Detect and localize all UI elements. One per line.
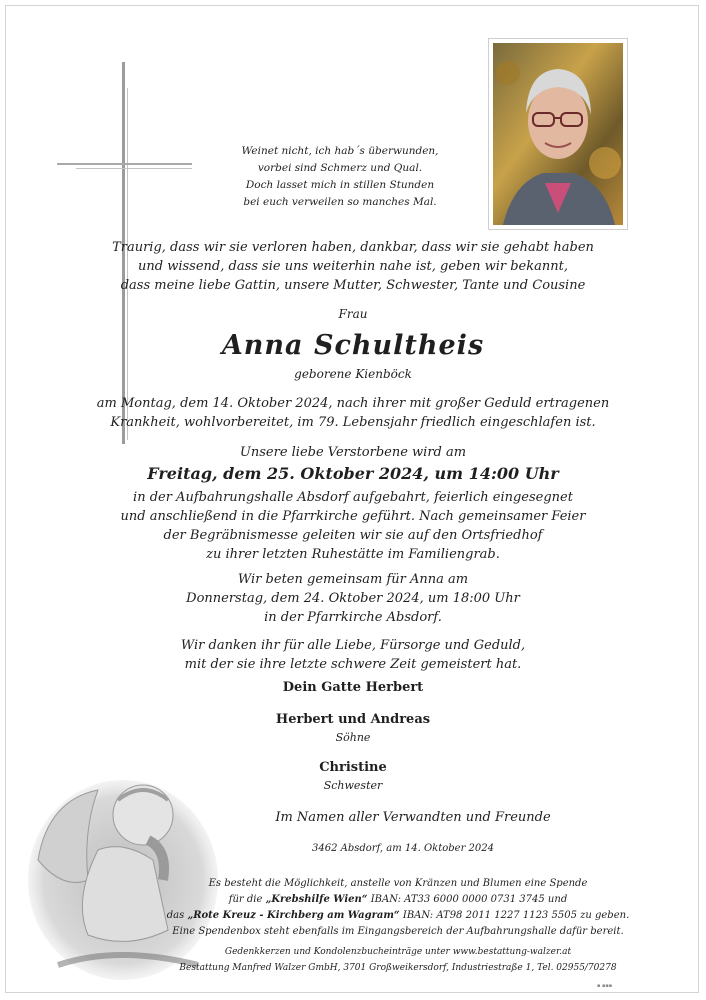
printer-logo-icon: ▪ ▪▪▪ [597, 983, 613, 989]
birth-name: geborene Kienböck [294, 367, 412, 381]
funeral-text [0, 488, 706, 564]
mourner-sister: Christine [319, 760, 387, 775]
funeral-date: Freitag, dem 25. Oktober 2024, um 14:00 Uhr [147, 464, 559, 483]
death-line: am Montag, dem 14. Oktober 2024, nach ihrer mit großer Geduld ertragenen [96, 396, 610, 411]
poem-line: vorbei sind Schmerz und Qual. [257, 162, 423, 174]
title-frau: Frau [338, 307, 368, 321]
funeral-line: in der Aufbahrungshalle Absdorf aufgebahrt, feierlich eingesegnet [133, 490, 573, 505]
charity-rotes-kreuz: „Rote Kreuz - Kirchberg am Wagram“ [187, 910, 400, 921]
poem-line: Weinet nicht, ich hab´s überwunden, [241, 145, 439, 157]
footer-line: Gedenkkerzen und Kondolenzbucheinträge unter www.bestattung-walzer.at [224, 947, 572, 957]
thanks-line: Wir danken ihr für alle Liebe, Fürsorge und Geduld, [180, 638, 526, 653]
thanks-text [0, 636, 706, 674]
death-notice [0, 394, 706, 432]
mourner-sister-label: Schwester [323, 779, 383, 792]
footer-line: Bestattung Manfred Walzer GmbH, 3701 Großweikersdorf, Industriestraße 1, Tel. 02955/70278 [179, 963, 617, 973]
poem-line: bei euch verweilen so manches Mal. [243, 196, 437, 208]
prayer-line: Donnerstag, dem 24. Oktober 2024, um 18:00 Uhr [186, 591, 520, 606]
donation-line: für die „Krebshilfe Wien“ IBAN: AT33 6000 0000 0731 3745 und [228, 894, 568, 905]
place-date: 3462 Absdorf, am 14. Oktober 2024 [311, 843, 495, 854]
intro-line: Traurig, dass wir sie verloren haben, dankbar, dass wir sie gehabt haben [112, 240, 594, 255]
funeral-line: und anschließend in die Pfarrkirche geführt. Nach gemeinsamer Feier [120, 509, 586, 524]
poem-line: Doch lasset mich in stillen Stunden [245, 179, 435, 191]
donation-info [45, 876, 706, 940]
mourner-sons-label: Söhne [335, 731, 371, 744]
prayer-line: in der Pfarrkirche Absdorf. [264, 610, 442, 625]
donation-line: Es besteht die Möglichkeit, anstelle von Kränzen und Blumen eine Spende [208, 878, 588, 889]
deceased-name: Anna Schultheis [221, 330, 485, 361]
prayer-line: Wir beten gemeinsam für Anna am [237, 572, 469, 587]
intro-line: dass meine liebe Gattin, unsere Mutter, Schwester, Tante und Cousine [120, 278, 586, 293]
donation-line: das „Rote Kreuz - Kirchberg am Wagram“ IBAN: AT98 2011 1227 1123 5505 zu geben. [166, 910, 630, 921]
charity-krebshilfe: „Krebshilfe Wien“ [265, 894, 368, 905]
funeral-line: der Begräbnismesse geleiten wir sie auf den Ortsfriedhof [163, 528, 543, 543]
funeral-intro: Unsere liebe Verstorbene wird am [239, 445, 467, 460]
funeral-line: zu ihrer letzten Ruhestätte im Familiengrab. [206, 547, 500, 562]
mourner-husband: Dein Gatte Herbert [282, 680, 424, 695]
intro-text [0, 238, 706, 295]
relatives-line: Im Namen aller Verwandten und Freunde [275, 810, 551, 825]
intro-line: und wissend, dass sie uns weiterhin nahe ist, geben wir bekannt, [138, 259, 568, 274]
donation-line: Eine Spendenbox steht ebenfalls im Eingangsbereich der Aufbahrungshalle dafür bereit. [172, 926, 624, 937]
prayer-text [0, 570, 706, 627]
poem [225, 143, 455, 211]
thanks-line: mit der sie ihre letzte schwere Zeit gemeistert hat. [184, 657, 522, 672]
mourner-sons: Herbert und Andreas [275, 712, 431, 727]
portrait-photo [488, 38, 628, 230]
footer [45, 944, 706, 976]
death-line: Krankheit, wohlvorbereitet, im 79. Lebensjahr friedlich eingeschlafen ist. [110, 415, 596, 430]
